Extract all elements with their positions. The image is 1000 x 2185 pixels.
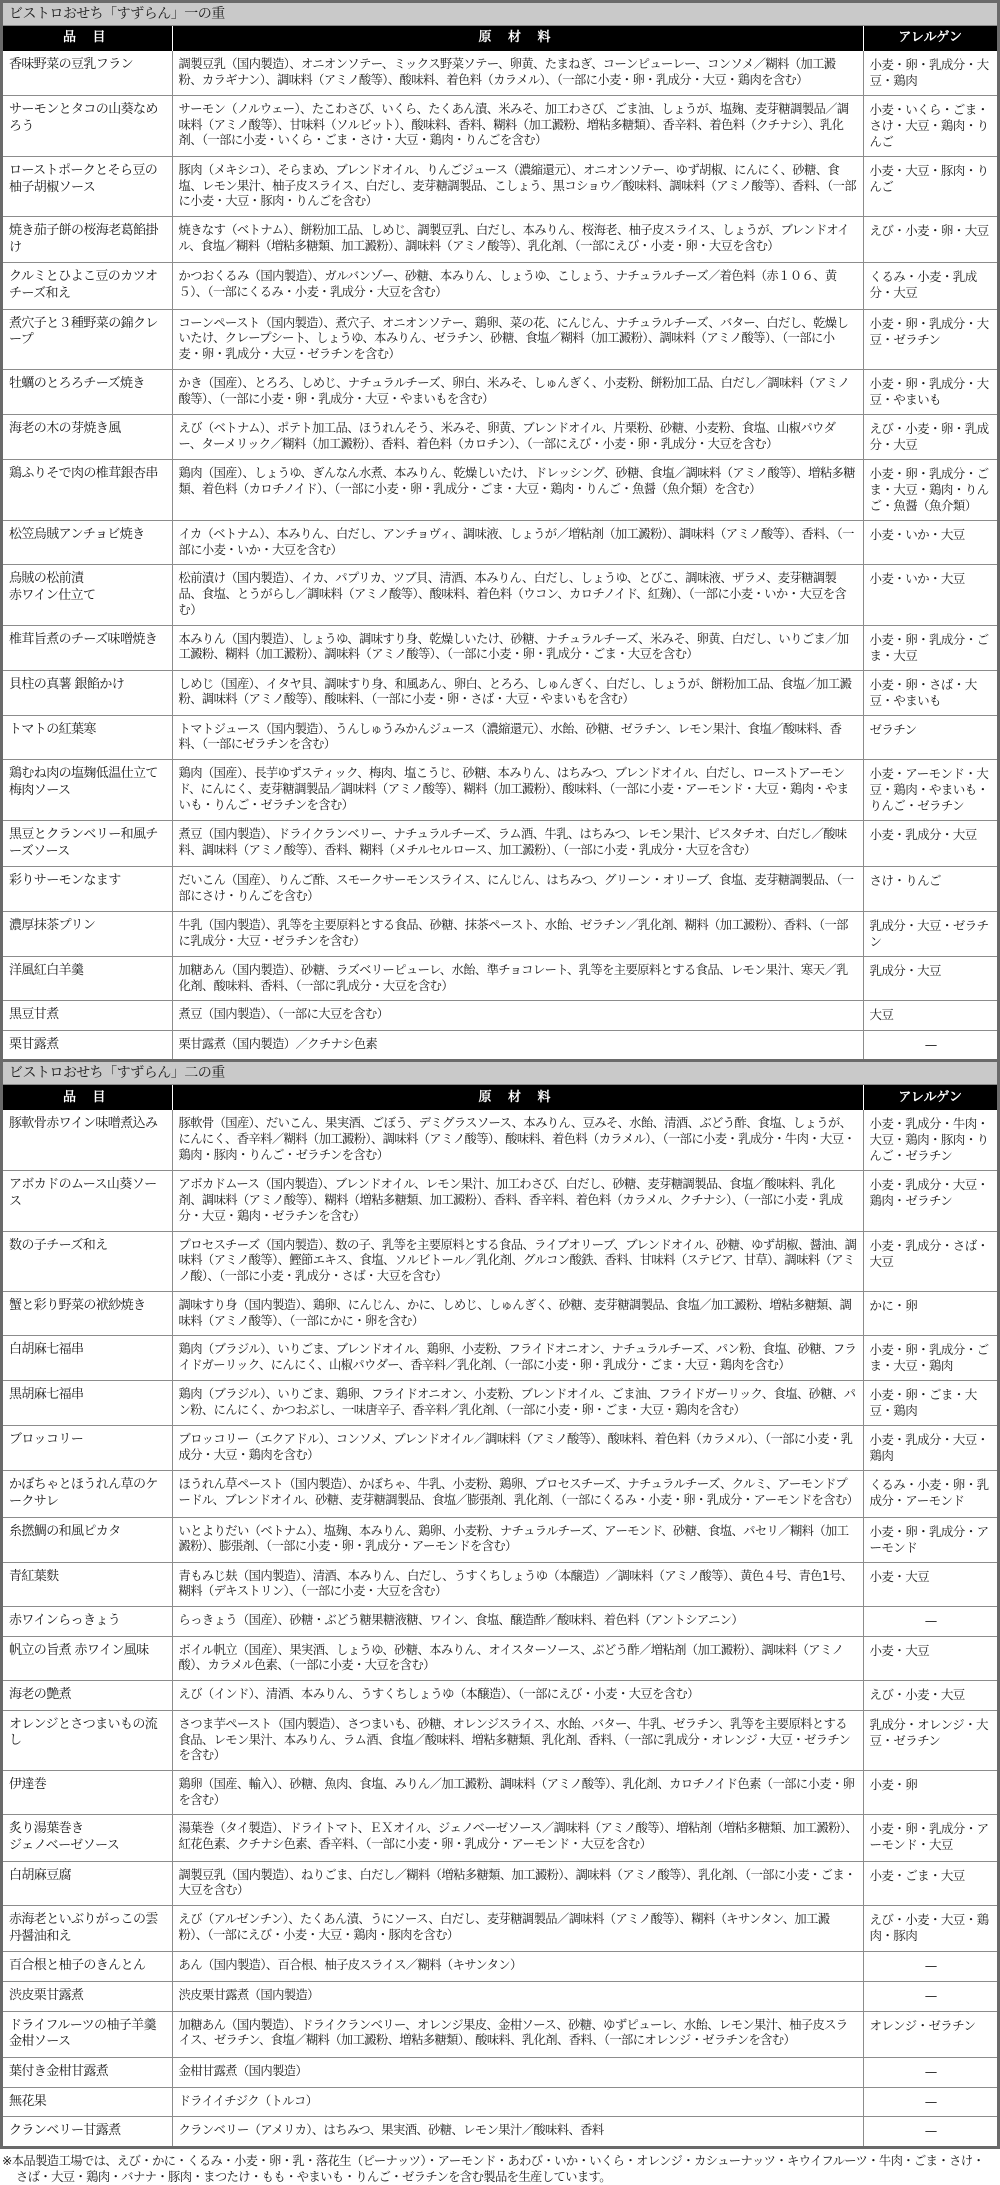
table-row bbox=[3, 1426, 997, 1471]
table-row bbox=[3, 51, 997, 96]
table-row bbox=[3, 157, 997, 217]
allergens-cell: くるみ・小麦・乳成分・大豆 bbox=[863, 263, 997, 309]
item-name-cell: 黒胡麻七福串 bbox=[3, 1381, 172, 1426]
allergens-cell: — bbox=[863, 1982, 997, 2012]
ingredients-cell: 松前漬け（国内製造）、イカ、パプリカ、ツブ貝、清酒、本みりん、白だし、しょうゆ、とびこ、調味液、ザラメ、麦芽糖調製品、食塩、とうがらし／調味料（アミノ酸等）、酸味料、着色料（ウコン、カロチノイド、紅麹）、（一部に小麦・いか・大豆を含む） bbox=[172, 565, 863, 625]
ingredients-cell: 鶏肉（国産）、長芋ゆずスティック、梅肉、塩こうじ、砂糖、本みりん、はちみつ、ブレンドオイル、白だし、ローストアーモンド、にんにく、麦芽糖調製品／調味料（アミノ酸等）、糊料（加工澱粉）、酸味料、（一部に小麦・アーモンド・大豆・鶏肉・やまいも・りんご・ゼラチンを含む） bbox=[172, 760, 863, 821]
allergens-cell: 小麦・卵・乳成分・大豆・ゼラチン bbox=[863, 309, 997, 369]
table-row bbox=[3, 1110, 997, 1171]
item-name-cell: 白胡麻七福串 bbox=[3, 1336, 172, 1381]
allergens-cell: — bbox=[863, 1030, 997, 1059]
ingredients-cell: 鶏肉（ブラジル）、いりごま、鶏卵、フライドオニオン、小麦粉、ブレンドオイル、ごま油、フライドガーリック、食塩、砂糖、パン粉、にんにく、かつおぶし、一味唐辛子、香辛料／乳化剤、（一部に小麦・卵・ごま・大豆・鶏肉を含む） bbox=[172, 1381, 863, 1426]
column-header-ingredients: 原 材 料 bbox=[172, 1085, 863, 1110]
table-row bbox=[3, 414, 997, 459]
ingredients-cell: 青もみじ麸（国内製造）、清酒、本みりん、白だし、うすくちしょうゆ（本醸造）／調味料（アミノ酸等）、黄色４号、青色1号、糊料（デキストリン）、（一部に小麦・大豆を含む） bbox=[172, 1562, 863, 1606]
ingredients-cell: かつおくるみ（国内製造）、ガルバンゾー、砂糖、本みりん、しょうゆ、こしょう、ナチュラルチーズ／着色料（赤１０６、黄５）、（一部にくるみ・小麦・乳成分・大豆を含む） bbox=[172, 263, 863, 309]
ingredients-cell: 金柑甘露煮（国内製造） bbox=[172, 2057, 863, 2087]
factory-note-line-1: ※本品製造工場では、えび・かに・くるみ・小麦・卵・乳・落花生（ピーナッツ）・アーモンド・あわび・いか・いくら・オレンジ・カシューナッツ・キウイフルーツ・牛肉・ごま・さけ・ bbox=[2, 2153, 985, 2168]
item-name-cell: 鶏ふりそで肉の椎茸銀杏串 bbox=[3, 459, 172, 520]
item-name-cell: 煮穴子と３種野菜の錦クレープ bbox=[3, 309, 172, 369]
table-row bbox=[3, 1030, 997, 1059]
table-row bbox=[3, 1710, 997, 1770]
allergens-cell: 小麦・卵・乳成分・ごま・大豆 bbox=[863, 625, 997, 670]
ingredients-cell: 調製豆乳（国内製造）、ねりごま、白だし／糊料（増粘多糖類、加工澱粉）、調味料（アミノ酸等）、乳化剤、（一部に小麦・ごま・大豆を含む） bbox=[172, 1861, 863, 1905]
ingredients-cell: 焼きなす（ベトナム）、餅粉加工品、しめじ、調製豆乳、白だし、本みりん、桜海老、柚子皮スライス、しょうが、ブレンドオイル、食塩／糊料（増粘多糖類、加工澱粉）、調味料（アミノ酸等）、乳化剤、（一部にえび・小麦・卵・大豆を含む） bbox=[172, 217, 863, 263]
allergens-cell: オレンジ・ゼラチン bbox=[863, 2011, 997, 2057]
ingredients-cell: 湯葉巻（タイ製造）、ドライトマト、ＥＸオイル、ジェノベーゼソース／調味料（アミノ酸等）、増粘剤（増粘多糖類、加工澱粉）、紅花色素、クチナシ色素、香辛料、（一部に小麦・卵・乳成分・アーモンド・大豆を含む） bbox=[172, 1815, 863, 1861]
ingredients-cell: 煮豆（国内製造）、（一部に大豆を含む） bbox=[172, 1001, 863, 1031]
item-name-cell: 牡蠣のとろろチーズ焼き bbox=[3, 369, 172, 414]
allergens-cell: くるみ・小麦・卵・乳成分・アーモンド bbox=[863, 1471, 997, 1517]
ingredients-cell: 調味すり身（国内製造）、鶏卵、にんじん、かに、しめじ、しゅんぎく、砂糖、麦芽糖調製品、食塩／加工澱粉、増粘多糖類、調味料（アミノ酸等）、（一部にかに・卵を含む） bbox=[172, 1291, 863, 1335]
ingredients-cell: 牛乳（国内製造）、乳等を主要原料とする食品、砂糖、抹茶ペースト、水飴、ゼラチン／乳化剤、糊料（加工澱粉）、香料、（一部に乳成分・大豆・ゼラチンを含む） bbox=[172, 911, 863, 956]
table-row bbox=[3, 1562, 997, 1606]
item-name-cell: 糸撚鯛の和風ピカタ bbox=[3, 1517, 172, 1562]
table-row bbox=[3, 1952, 997, 1982]
allergens-cell: 小麦・卵・さば・大豆・やまいも bbox=[863, 670, 997, 715]
ingredients-cell: ブロッコリー（エクアドル）、コンソメ、ブレンドオイル／調味料（アミノ酸等）、酸味料、着色料（カラメル）、（一部に小麦・乳成分・大豆・鶏肉を含む） bbox=[172, 1426, 863, 1471]
item-name-cell: トマトの紅葉寒 bbox=[3, 715, 172, 759]
table-row bbox=[3, 1171, 997, 1231]
ingredients-cell: 栗甘露煮（国内製造）／クチナシ色素 bbox=[172, 1030, 863, 1059]
item-name-cell: 無花果 bbox=[3, 2087, 172, 2117]
table-row bbox=[3, 309, 997, 369]
item-name-cell: 黒豆甘煮 bbox=[3, 1001, 172, 1031]
ingredients-cell: ドライイチジク（トルコ） bbox=[172, 2087, 863, 2117]
ingredients-cell: 渋皮栗甘露煮（国内製造） bbox=[172, 1982, 863, 2012]
table-row bbox=[3, 2117, 997, 2146]
item-name-cell: 焼き茄子餅の桜海老葛餡掛け bbox=[3, 217, 172, 263]
table-row bbox=[3, 369, 997, 414]
item-name-cell: ブロッコリー bbox=[3, 1426, 172, 1471]
ingredients-cell: イカ（ベトナム）、本みりん、白だし、アンチョヴィ、調味液、しょうが／増粘剤（加工澱粉）、調味料（アミノ酸等）、香料、（一部に小麦・いか・大豆を含む） bbox=[172, 520, 863, 564]
ingredients-cell: コーンペースト（国内製造）、煮穴子、オニオンソテー、鶏卵、菜の花、にんじん、ナチュラルチーズ、バター、白だし、乾燥しいたけ、クレープシート、しょうゆ、本みりん、ゼラチン、砂糖、食塩／糊料（加工澱粉）、調味料（アミノ酸等）、（一部に小麦・卵・乳成分・大豆・ゼラチンを含む） bbox=[172, 309, 863, 369]
item-name-cell: 香味野菜の豆乳フラン bbox=[9, 57, 134, 72]
allergens-cell: — bbox=[863, 1952, 997, 1982]
ingredients-cell: ほうれん草ペースト（国内製造）、かぼちゃ、牛乳、小麦粉、鶏卵、プロセスチーズ、ナチュラルチーズ、クルミ、アーモンドプードル、ブレンドオイル、砂糖、麦芽糖調製品、食塩／膨張剤、乳化剤、（一部にくるみ・小麦・卵・乳成分・アーモンドを含む） bbox=[172, 1471, 863, 1517]
table-row bbox=[3, 1771, 997, 1815]
menu-section bbox=[0, 0, 1000, 1062]
table-row bbox=[3, 520, 997, 564]
table-row bbox=[3, 1291, 997, 1335]
allergens-cell: — bbox=[863, 2117, 997, 2146]
column-header-item: 品 目 bbox=[3, 1085, 172, 1110]
table-row bbox=[3, 1607, 997, 1637]
ingredients-cell: 豚肉（メキシコ）、そらまめ、ブレンドオイル、りんごジュース（濃縮還元）、オニオンソテー、ゆず胡椒、にんにく、砂糖、食塩、レモン果汁、柚子皮スライス、白だし、麦芽糖調製品、こしょう、黒コショウ／酸味料、調味料（アミノ酸等）、香料、（一部に小麦・大豆・豚肉・りんごを含む） bbox=[172, 157, 863, 217]
allergens-cell: 小麦・卵 bbox=[863, 1771, 997, 1815]
ingredients-cell: 加糖あん（国内製造）、ドライクランベリー、オレンジ果皮、金柑ソース、砂糖、ゆずピューレ、水飴、レモン果汁、柚子皮スライス、ゼラチン、食塩／糊料（加工澱粉、増粘多糖類）、酸味料、乳化剤、香料、（一部にオレンジ・ゼラチンを含む） bbox=[172, 2011, 863, 2057]
item-name-cell: 鶏むね肉の塩麹低温仕立て 梅肉ソース bbox=[3, 760, 172, 821]
ingredients-table bbox=[3, 26, 997, 1059]
table-row bbox=[3, 1231, 997, 1291]
menu-section bbox=[0, 1062, 1000, 2148]
table-header-row bbox=[3, 26, 997, 51]
column-header-ingredients: 原 材 料 bbox=[172, 26, 863, 51]
ingredients-cell: クランベリー（アメリカ）、はちみつ、果実酒、砂糖、レモン果汁／酸味料、香料 bbox=[172, 2117, 863, 2146]
table-row bbox=[3, 565, 997, 625]
table-row bbox=[3, 96, 997, 157]
ingredients-cell: さつま芋ペースト（国内製造）、さつまいも、砂糖、オレンジスライス、水飴、バター、牛乳、ゼラチン、乳等を主要原料とする食品、レモン果汁、本みりん、ラム酒、食塩／酸味料、増粘多糖類、乳化剤、香料、（一部に乳成分・オレンジ・大豆・ゼラチンを含む） bbox=[172, 1710, 863, 1770]
ingredients-cell: アボカドムース（国内製造）、ブレンドオイル、レモン果汁、加工わさび、白だし、砂糖、麦芽糖調製品、食塩／酸味料、乳化剤、調味料（アミノ酸等）、糊料（増粘多糖類、加工澱粉）、香料、香辛料、着色料（カラメル、クチナシ）、（一部に小麦・乳成分・大豆・鶏肉・ゼラチンを含む） bbox=[172, 1171, 863, 1231]
ingredients-cell: らっきょう（国産）、砂糖・ぶどう糖果糖液糖、ワイン、食塩、醸造酢／酸味料、着色料（アントシアニン） bbox=[172, 1607, 863, 1637]
allergens-cell: 小麦・卵・乳成分・ごま・大豆・鶏肉 bbox=[863, 1336, 997, 1381]
item-name-cell: 葉付き金柑甘露煮 bbox=[3, 2057, 172, 2087]
ingredients-cell: 加糖あん（国内製造）、砂糖、ラズベリーピューレ、水飴、準チョコレート、乳等を主要原料とする食品、レモン果汁、寒天／乳化剤、酸味料、香料、（一部に乳成分・大豆を含む） bbox=[172, 956, 863, 1000]
item-name-cell: 伊達巻 bbox=[3, 1771, 172, 1815]
table-row bbox=[3, 821, 997, 867]
allergens-cell: 小麦・卵・乳成分・大豆・鶏肉 bbox=[863, 51, 997, 96]
ingredients-cell: 豚軟骨（国産）、だいこん、果実酒、ごぼう、デミグラスソース、本みりん、豆みそ、水飴、清酒、ぶどう酢、食塩、しょうが、にんにく、香辛料／糊料（加工澱粉）、調味料（アミノ酸等）、酸味料、着色料（カラメル）、（一部に小麦・乳成分・牛肉・大豆・鶏肉・豚肉・りんご・ゼラチンを含む） bbox=[172, 1110, 863, 1171]
allergens-cell: — bbox=[863, 2057, 997, 2087]
allergens-cell: 小麦・いか・大豆 bbox=[863, 565, 997, 625]
ingredients-cell: しめじ（国産）、イタヤ貝、調味すり身、和風あん、卵白、とろろ、しゅんぎく、白だし、しょうが、餅粉加工品、食塩／加工澱粉、調味料（アミノ酸等）、酸味料、（一部に小麦・卵・さば・大豆・やまいもを含む） bbox=[172, 670, 863, 715]
table-row bbox=[3, 1906, 997, 1952]
item-name-cell: 豚軟骨赤ワイン味噌煮込み bbox=[9, 1116, 158, 1132]
item-name-cell: 海老の艶煮 bbox=[3, 1681, 172, 1711]
ingredients-cell: 本みりん（国内製造）、しょうゆ、調味すり身、乾燥しいたけ、砂糖、ナチュラルチーズ、米みそ、卵黄、白だし、いりごま／加工澱粉、糊料（加工澱粉）、調味料（アミノ酸等）、（一部に小麦・卵・乳成分・ごま・大豆を含む） bbox=[172, 625, 863, 670]
item-name-cell: 彩りサーモンなます bbox=[3, 867, 172, 911]
ingredients-cell: 鶏肉（国産）、しょうゆ、ぎんなん水煮、本みりん、乾燥しいたけ、ドレッシング、砂糖、食塩／調味料（アミノ酸等）、増粘多糖類、着色料（カロチノイド）、（一部に小麦・卵・乳成分・ごま・大豆・鶏肉・りんご・魚醤（魚介類）を含む） bbox=[172, 459, 863, 520]
ingredients-cell: ボイル帆立（国産）、果実酒、しょうゆ、砂糖、本みりん、オイスターソース、ぶどう酢／増粘剤（加工澱粉）、調味料（アミノ酸）、カラメル色素、（一部に小麦・大豆を含む） bbox=[172, 1636, 863, 1680]
allergens-cell: 小麦・乳成分・牛肉・大豆・鶏肉・豚肉・りんご・ゼラチン bbox=[863, 1110, 997, 1171]
allergens-cell: かに・卵 bbox=[863, 1291, 997, 1335]
factory-allergen-note bbox=[0, 2149, 1000, 2185]
ingredients-cell: 煮豆（国内製造）、ドライクランベリー、ナチュラルチーズ、ラム酒、牛乳、はちみつ、レモン果汁、ピスタチオ、白だし／酸味料、調味料（アミノ酸等）、香料、糊料（メチルセルロース、加工澱粉）、（一部に小麦・乳成分・大豆を含む） bbox=[172, 821, 863, 867]
allergens-cell: 小麦・卵・乳成分・大豆・やまいも bbox=[863, 369, 997, 414]
item-name-cell: 蟹と彩り野菜の袱紗焼き bbox=[3, 1291, 172, 1335]
allergens-cell: 小麦・いか・大豆 bbox=[863, 520, 997, 564]
section-title: ビストロおせち「すずらん」一の重 bbox=[3, 3, 997, 26]
item-name-cell: 洋風紅白羊羹 bbox=[3, 956, 172, 1000]
table-row bbox=[3, 263, 997, 309]
item-name-cell: 貝柱の真薯 銀餡かけ bbox=[3, 670, 172, 715]
ingredients-cell: かき（国産）、とろろ、しめじ、ナチュラルチーズ、卵白、米みそ、しゅんぎく、小麦粉、餅粉加工品、白だし／調味料（アミノ酸等）、（一部に小麦・卵・乳成分・大豆・やまいもを含む） bbox=[172, 369, 863, 414]
item-name-cell: ドライフルーツの柚子羊羹 金柑ソース bbox=[3, 2011, 172, 2057]
item-name-cell: 白胡麻豆腐 bbox=[3, 1861, 172, 1905]
table-row bbox=[3, 1681, 997, 1711]
item-name-cell: 黒豆とクランベリー和風チーズソース bbox=[3, 821, 172, 867]
allergens-cell: えび・小麦・卵・大豆 bbox=[863, 217, 997, 263]
item-name-cell: 赤ワインらっきょう bbox=[3, 1607, 172, 1637]
item-name-cell: かぼちゃとほうれん草のケークサレ bbox=[3, 1471, 172, 1517]
allergens-cell: えび・小麦・大豆 bbox=[863, 1681, 997, 1711]
item-name-cell: クランベリー甘露煮 bbox=[3, 2117, 172, 2146]
column-header-item: 品 目 bbox=[3, 26, 172, 51]
ingredients-cell: 鶏卵（国産、輸入）、砂糖、魚肉、食塩、みりん／加工澱粉、調味料（アミノ酸等）、乳化剤、カロチノイド色素（一部に小麦・卵を含む） bbox=[172, 1771, 863, 1815]
table-row bbox=[3, 1982, 997, 2012]
allergens-cell: 小麦・大豆・豚肉・りんご bbox=[863, 157, 997, 217]
allergens-cell: — bbox=[863, 1607, 997, 1637]
item-name-cell: 青紅葉麩 bbox=[3, 1562, 172, 1606]
table-row bbox=[3, 2057, 997, 2087]
table-row bbox=[3, 2087, 997, 2117]
table-row bbox=[3, 217, 997, 263]
table-row bbox=[3, 911, 997, 956]
table-row bbox=[3, 1336, 997, 1381]
allergens-cell: 小麦・アーモンド・大豆・鶏肉・やまいも・りんご・ゼラチン bbox=[863, 760, 997, 821]
allergens-cell: 乳成分・大豆 bbox=[863, 956, 997, 1000]
allergens-cell: 大豆 bbox=[863, 1001, 997, 1031]
table-row bbox=[3, 1001, 997, 1031]
allergens-cell: えび・小麦・大豆・鶏肉・豚肉 bbox=[863, 1906, 997, 1952]
item-name-cell: 帆立の旨煮 赤ワイン風味 bbox=[3, 1636, 172, 1680]
table-row bbox=[3, 670, 997, 715]
allergens-cell: えび・小麦・卵・乳成分・大豆 bbox=[863, 414, 997, 459]
ingredients-cell: 調製豆乳（国内製造）、オニオンソテー、ミックス野菜ソテー、卵黄、たまねぎ、コーンピューレー、コンソメ／糊料（加工澱粉、カラギナン）、調味料（アミノ酸等）、酸味料、着色料（カラメル）、（一部に小麦・卵・乳成分・大豆・鶏肉を含む） bbox=[172, 51, 863, 96]
table-row bbox=[3, 1636, 997, 1680]
ingredients-cell: いとよりだい（ベトナム）、塩麹、本みりん、鶏卵、小麦粉、ナチュラルチーズ、アーモンド、砂糖、食塩、パセリ／糊料（加工澱粉）、膨張剤、（一部に小麦・卵・乳成分・アーモンドを含む） bbox=[172, 1517, 863, 1562]
table-header-row bbox=[3, 1085, 997, 1110]
allergens-cell: 小麦・卵・乳成分・ごま・大豆・鶏肉・りんご・魚醤（魚介類） bbox=[863, 459, 997, 520]
allergens-cell: さけ・りんご bbox=[863, 867, 997, 911]
allergens-cell: 小麦・乳成分・さば・大豆 bbox=[863, 1231, 997, 1291]
allergens-cell: 小麦・いくら・ごま・さけ・大豆・鶏肉・りんご bbox=[863, 96, 997, 157]
table-row bbox=[3, 760, 997, 821]
ingredients-cell: だいこん（国産）、りんご酢、スモークサーモンスライス、にんじん、はちみつ、グリーン・オリーブ、食塩、麦芽糖調製品、（一部にさけ・りんごを含む） bbox=[172, 867, 863, 911]
section-title: ビストロおせち「すずらん」二の重 bbox=[3, 1062, 997, 1085]
allergens-cell: 小麦・大豆 bbox=[863, 1636, 997, 1680]
allergens-cell: 乳成分・大豆・ゼラチン bbox=[863, 911, 997, 956]
table-row bbox=[3, 1861, 997, 1905]
ingredients-table bbox=[3, 1085, 997, 2145]
allergens-cell: 小麦・卵・ごま・大豆・鶏肉 bbox=[863, 1381, 997, 1426]
ingredients-cell: トマトジュース（国内製造）、うんしゅうみかんジュース（濃縮還元）、水飴、砂糖、ゼラチン、レモン果汁、食塩／酸味料、香料、（一部にゼラチンを含む） bbox=[172, 715, 863, 759]
item-name-cell: 渋皮栗甘露煮 bbox=[3, 1982, 172, 2012]
table-row bbox=[3, 2011, 997, 2057]
ingredients-cell: あん（国内製造）、百合根、柚子皮スライス／糊料（キサンタン） bbox=[172, 1952, 863, 1982]
allergens-cell: 小麦・卵・乳成分・アーモンド bbox=[863, 1517, 997, 1562]
item-name-cell: 海老の木の芽焼き風 bbox=[3, 414, 172, 459]
table-row bbox=[3, 867, 997, 911]
column-header-allergens: アレルゲン bbox=[863, 1085, 997, 1110]
column-header-allergens: アレルゲン bbox=[863, 26, 997, 51]
item-name-cell: 炙り湯葉巻き ジェノベーゼソース bbox=[3, 1815, 172, 1861]
item-name-cell: クルミとひよこ豆のカツオチーズ和え bbox=[3, 263, 172, 309]
allergens-cell: 小麦・乳成分・大豆・鶏肉・ゼラチン bbox=[863, 1171, 997, 1231]
item-name-cell: 百合根と柚子のきんとん bbox=[3, 1952, 172, 1982]
allergens-cell: 小麦・大豆 bbox=[863, 1562, 997, 1606]
ingredients-cell: えび（ベトナム）、ポテト加工品、ほうれんそう、米みそ、卵黄、ブレンドオイル、片栗粉、砂糖、小麦粉、食塩、山椒パウダー、ターメリック／糊料（加工澱粉）、香料、着色料（カロチン）、（一部にえび・小麦・卵・乳成分・大豆を含む） bbox=[172, 414, 863, 459]
allergens-cell: 小麦・ごま・大豆 bbox=[863, 1861, 997, 1905]
ingredients-cell: えび（インド）、清酒、本みりん、うすくちしょうゆ（本醸造）、（一部にえび・小麦・大豆を含む） bbox=[172, 1681, 863, 1711]
allergens-cell: 小麦・卵・乳成分・アーモンド・大豆 bbox=[863, 1815, 997, 1861]
ingredients-cell: プロセスチーズ（国内製造）、数の子、乳等を主要原料とする食品、ライブオリーブ、ブレンドオイル、砂糖、ゆず胡椒、醤油、調味料（アミノ酸等）、鰹節エキス、食塩、ソルビトール／乳化剤、グルコン酸鉄、香料、甘味料（ステビア、甘草）、調味料（アミノ酸）、（一部に小麦・乳成分・さば・大豆を含む） bbox=[172, 1231, 863, 1291]
allergens-cell: ゼラチン bbox=[863, 715, 997, 759]
ingredients-cell: サーモン（ノルウェー）、たこわさび、いくら、たくあん漬、米みそ、加工わさび、ごま油、しょうが、塩麹、麦芽糖調製品／調味料（アミノ酸等）、甘味料（ソルビット）、酸味料、香料、糊料（加工澱粉、増粘多糖類）、香辛料、着色料（クチナシ）、乳化剤、（一部に小麦・いくら・ごま・さけ・大豆・鶏肉・りんごを含む） bbox=[172, 96, 863, 157]
table-row bbox=[3, 1471, 997, 1517]
table-row bbox=[3, 956, 997, 1000]
ingredients-cell: 鶏肉（ブラジル）、いりごま、ブレンドオイル、鶏卵、小麦粉、フライドオニオン、ナチュラルチーズ、パン粉、食塩、砂糖、フライドガーリック、にんにく、山椒パウダー、香辛料／乳化剤、（一部に小麦・卵・乳成分・ごま・大豆・鶏肉を含む） bbox=[172, 1336, 863, 1381]
factory-note-line-2: さば・大豆・鶏肉・バナナ・豚肉・まつたけ・もも・やまいも・りんご・ゼラチンを含む製品を生産しています。 bbox=[16, 2170, 611, 2185]
item-name-cell: アボカドのムース山葵ソース bbox=[3, 1171, 172, 1231]
item-name-cell: 赤海老といぶりがっこの雲丹醤油和え bbox=[3, 1906, 172, 1952]
allergens-cell: — bbox=[863, 2087, 997, 2117]
item-name-cell: 烏賊の松前漬 赤ワイン仕立て bbox=[3, 565, 172, 625]
table-row bbox=[3, 459, 997, 520]
table-row bbox=[3, 1517, 997, 1562]
table-row bbox=[3, 1815, 997, 1861]
ingredients-cell: えび（アルゼンチン）、たくあん漬、うにソース、白だし、麦芽糖調製品／調味料（アミノ酸等）、糊料（キサンタン、加工澱粉）、（一部にえび・小麦・大豆・鶏肉・豚肉を含む） bbox=[172, 1906, 863, 1952]
item-name-cell: 松笠烏賊アンチョビ焼き bbox=[3, 520, 172, 564]
table-row bbox=[3, 625, 997, 670]
allergens-cell: 乳成分・オレンジ・大豆・ゼラチン bbox=[863, 1710, 997, 1770]
item-name-cell: 栗甘露煮 bbox=[3, 1030, 172, 1059]
item-name-cell: サーモンとタコの山葵なめろう bbox=[3, 96, 172, 157]
allergens-cell: 小麦・乳成分・大豆 bbox=[863, 821, 997, 867]
item-name-cell: 椎茸旨煮のチーズ味噌焼き bbox=[3, 625, 172, 670]
allergens-cell: 小麦・乳成分・大豆・鶏肉 bbox=[863, 1426, 997, 1471]
item-name-cell: 数の子チーズ和え bbox=[3, 1231, 172, 1291]
table-row bbox=[3, 1381, 997, 1426]
item-name-cell: オレンジとさつまいもの流し bbox=[3, 1710, 172, 1770]
item-name-cell: ローストポークとそら豆の柚子胡椒ソース bbox=[3, 157, 172, 217]
item-name-cell: 濃厚抹茶プリン bbox=[3, 911, 172, 956]
table-row bbox=[3, 715, 997, 759]
